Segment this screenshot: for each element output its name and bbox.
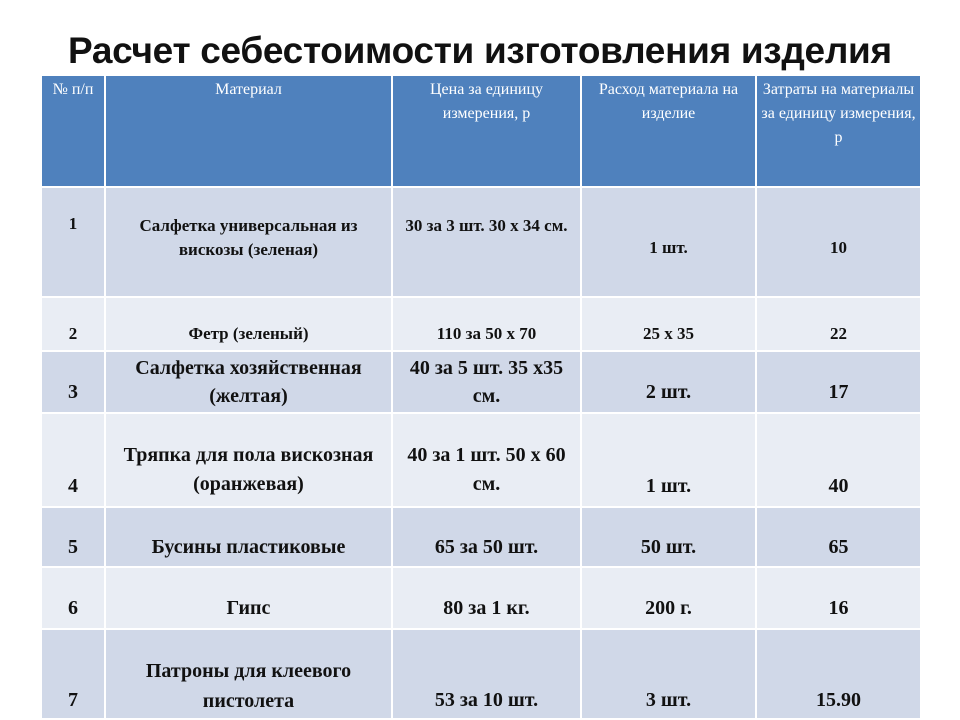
table-row [41, 629, 921, 719]
cell-cost: 22 [756, 297, 921, 351]
cell-usage: 2 шт. [581, 351, 756, 413]
header-material: Материал [105, 75, 392, 187]
cell-cost: 15.90 [756, 629, 921, 719]
cell-price: 40 за 1 шт. 50 х 60 см. [392, 413, 581, 507]
cell-num: 2 [41, 297, 105, 351]
cell-cost: 10 [756, 187, 921, 297]
cell-usage: 1 шт. [581, 187, 756, 297]
cell-num: 7 [41, 629, 105, 719]
cell-price: 40 за 5 шт. 35 х35 см. [392, 351, 581, 413]
header-usage: Расход материала на изделие [581, 75, 756, 187]
cell-num: 4 [41, 413, 105, 507]
cell-usage: 50 шт. [581, 507, 756, 567]
cell-num: 3 [41, 351, 105, 413]
cell-cost: 16 [756, 567, 921, 629]
cell-usage: 25 х 35 [581, 297, 756, 351]
cell-material: Патроны для клеевого пистолета [105, 629, 392, 719]
cell-price: 110 за 50 х 70 [392, 297, 581, 351]
header-price: Цена за единицу измерения, р [392, 75, 581, 187]
cell-price: 30 за 3 шт. 30 х 34 см. [392, 187, 581, 297]
cell-usage: 3 шт. [581, 629, 756, 719]
header-cost: Затраты на материалы за единицу измерения, р [756, 75, 921, 187]
cell-material: Салфетка хозяйственная (желтая) [105, 351, 392, 413]
table-header-row [41, 75, 921, 187]
cell-usage: 1 шт. [581, 413, 756, 507]
cell-cost: 17 [756, 351, 921, 413]
cell-num: 6 [41, 567, 105, 629]
cell-num: 5 [41, 507, 105, 567]
cell-price: 80 за 1 кг. [392, 567, 581, 629]
table-row [41, 187, 921, 297]
cell-price: 65 за 50 шт. [392, 507, 581, 567]
cell-material: Тряпка для пола вискозная (оранжевая) [105, 413, 392, 507]
cell-material: Бусины пластиковые [105, 507, 392, 567]
cell-material: Фетр (зеленый) [105, 297, 392, 351]
cell-num: 1 [41, 187, 105, 297]
cell-price: 53 за 10 шт. [392, 629, 581, 719]
table-row [41, 351, 921, 413]
cell-material: Гипс [105, 567, 392, 629]
cell-usage: 200 г. [581, 567, 756, 629]
table-row [41, 413, 921, 507]
cell-material: Салфетка универсальная из вискозы (зеленая) [105, 187, 392, 297]
cell-cost: 65 [756, 507, 921, 567]
table-row [41, 297, 921, 351]
table-row [41, 507, 921, 567]
cost-table [40, 74, 922, 720]
table-row [41, 567, 921, 629]
header-num: № п/п [41, 75, 105, 187]
page-title: Расчет себестоимости изготовления изделия [68, 30, 892, 71]
cell-cost: 40 [756, 413, 921, 507]
